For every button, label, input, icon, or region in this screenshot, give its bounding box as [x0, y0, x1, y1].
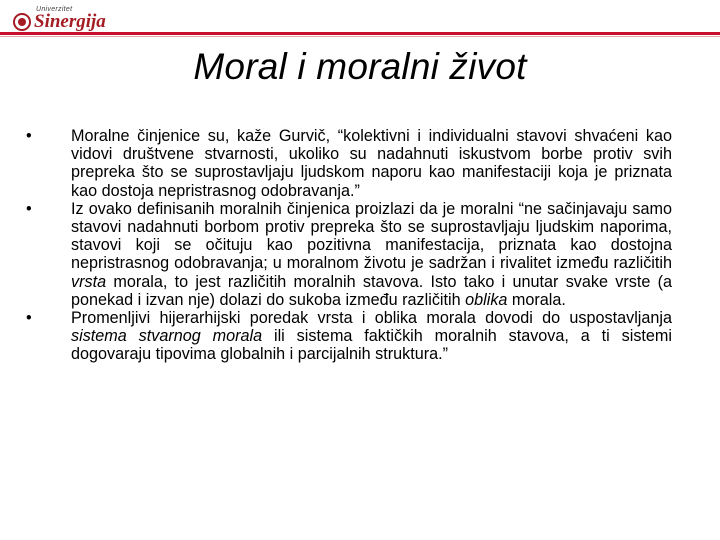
- bullet-list: [26, 127, 672, 364]
- bullet-dot-icon: •: [26, 309, 32, 328]
- bullet-dot-icon: •: [26, 199, 32, 218]
- emphasized-text: sistema stvarnog morala: [71, 327, 263, 346]
- header-rule-thin: [0, 36, 720, 37]
- bullet-text: Moralne činjenice su, kaže Gurvič, “kolektivni i individualni stavovi shvaćeni kao vidovi društvene stvarnosti, ukoliko su nadahnuti iskustvom borbe protiv svih prepreka što se suprostavljaju ljudskom naporu kao manifestaciji koja je priznata kao dostoja nepristrasnog odobravanja.”: [71, 127, 672, 200]
- logo-mark-icon: [12, 12, 32, 32]
- bullet-dot-icon: •: [26, 127, 32, 145]
- bullet-text: ili sistema faktičkih moralnih stavova, a ti sistemi dogovaraju tipovima globalnih i parcijalnih struktura.”: [71, 327, 672, 364]
- emphasized-text: vrsta: [71, 272, 107, 291]
- bullet-item: [26, 200, 672, 309]
- logo-name: Sinergija: [34, 11, 106, 32]
- bullet-text: morala, to jest različitih moralnih stavova. Isto tako i unutar svake vrste (a ponekad i izvan nje) dolazi do sukoba između različitih: [71, 272, 672, 309]
- bullet-item: [26, 309, 672, 364]
- university-logo: [8, 4, 118, 34]
- slide-title: Moral i moralni život: [193, 46, 527, 87]
- emphasized-text: oblika: [465, 290, 508, 309]
- bullet-text: Promenljivi hijerarhijski poredak vrsta i oblika morala dovodi do uspostavljanja: [71, 309, 672, 328]
- bullet-text: morala.: [507, 290, 566, 309]
- header-rule: [0, 32, 720, 35]
- bullet-item: [26, 127, 672, 200]
- logo-subtitle: Univerzitet: [36, 6, 73, 13]
- bullet-text: Iz ovako definisanih moralnih činjenica proizlazi da je moralni “ne sačinjavaju samo stavovi nadahnuti borbom protiv prepreka što se suprostavljaju ljudskim naporima, stavovi koji se očituju kao pozitivna manifestacija, priznata kao dostojna nepristrasnog odobravanja; u moralnom životu je sadržan i rivalitet između različitih: [71, 199, 672, 273]
